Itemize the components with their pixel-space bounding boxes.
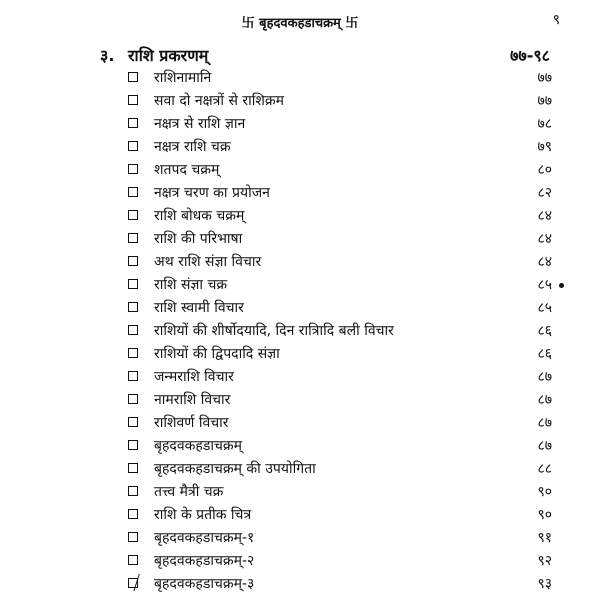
toc-entry	[128, 181, 556, 204]
toc-entry-page: ९०	[537, 484, 552, 500]
toc-entry	[128, 89, 556, 112]
checkbox-icon	[128, 440, 138, 450]
toc-entry-label: बृहदवकहडाचक्रम् की उपयोगिता	[154, 461, 316, 477]
toc-entry-label: तत्त्व मैत्री चक्र	[154, 484, 224, 500]
toc-entry	[128, 526, 556, 549]
checkbox-icon	[128, 210, 138, 220]
toc-entry-page: ७७	[537, 93, 552, 109]
toc-entry-label: नक्षत्र राशि चक्र	[154, 139, 231, 155]
toc-entry-label: राशि की परिभाषा	[154, 231, 243, 247]
checkbox-icon	[128, 417, 138, 427]
toc-entry-label: बृहदवकहडाचक्रम्-२	[154, 553, 255, 569]
toc-entry	[128, 296, 556, 319]
checkbox-icon	[128, 532, 138, 542]
section-heading	[100, 42, 550, 68]
toc-entry	[128, 319, 556, 342]
toc-entry	[128, 365, 556, 388]
toc-entry-label: अथ राशि संज्ञा विचार	[154, 254, 262, 270]
section-title: राशि प्रकरणम्	[128, 46, 209, 65]
checkbox-icon	[128, 118, 138, 128]
toc-entry	[128, 204, 556, 227]
toc-entry-label: राशियों की शीर्षोदयादि, दिन रात्रिादि बली विचार	[154, 323, 394, 339]
checkbox-icon	[128, 325, 138, 335]
toc-entry-page: ८४	[537, 254, 552, 270]
running-title: 卐 बृहदवकहडाचक्रम् 卐	[241, 16, 359, 31]
section-page-range: ७७-९८	[510, 46, 550, 65]
toc-entry-page: ८६	[537, 346, 552, 362]
toc-entry-page: ७८	[537, 116, 552, 132]
checkbox-icon	[128, 486, 138, 496]
toc-entry	[128, 273, 556, 296]
toc-entry	[128, 227, 556, 250]
toc-entry-label: शतपद चक्रम्	[154, 162, 220, 178]
toc-entry-label: बृहदवकहडाचक्रम्-१	[154, 530, 255, 546]
checkbox-icon	[128, 463, 138, 473]
toc-entry-label: राशिवर्ण विचार	[154, 415, 229, 431]
checkbox-icon	[128, 256, 138, 266]
toc-entry-page: ९०	[537, 507, 552, 523]
toc-entry-page: ८५	[537, 277, 552, 293]
toc-entry-page: ८२	[537, 185, 552, 201]
toc-entry-label: जन्मराशि विचार	[154, 369, 234, 385]
toc-entry-page: ८८	[537, 461, 552, 477]
toc-entry-page: ८५	[537, 300, 552, 316]
toc-entry-page: ८७	[537, 415, 552, 431]
toc-entry-label: राशि स्वामी विचार	[154, 300, 244, 316]
page-number: ९	[552, 12, 560, 28]
toc-entry	[128, 549, 556, 572]
toc-entry-page: ८७	[537, 369, 552, 385]
toc-entry-label: नामराशि विचार	[154, 392, 231, 408]
toc-entry	[128, 135, 556, 158]
toc-entry	[128, 572, 556, 595]
toc-entry	[128, 388, 556, 411]
checkbox-icon	[128, 509, 138, 519]
checkbox-icon	[128, 279, 138, 289]
toc-entry-page: ८७	[537, 392, 552, 408]
toc-entry-label: सवा दो नक्षत्रों से राशिक्रम	[154, 93, 284, 109]
toc-entry-label: नक्षत्र चरण का प्रयोजन	[154, 185, 270, 201]
toc-entry-page: ७७	[537, 70, 552, 86]
toc-entry-label: राशि संज्ञा चक्र	[154, 277, 228, 293]
table-of-contents	[128, 66, 556, 595]
page-header	[0, 8, 600, 36]
toc-entry-page: ९२	[537, 553, 552, 569]
checkbox-icon	[128, 187, 138, 197]
toc-entry-label: बृहदवकहडाचक्रम्-३	[154, 576, 255, 592]
toc-entry-page: ८४	[537, 231, 552, 247]
toc-entry	[128, 457, 556, 480]
toc-entry-label: राशि बोधक चक्रम्	[154, 208, 245, 224]
toc-entry-label: राशिनामानि	[154, 70, 212, 86]
checkbox-icon	[128, 233, 138, 243]
checkbox-icon	[128, 555, 138, 565]
toc-entry	[128, 434, 556, 457]
toc-entry	[128, 112, 556, 135]
toc-entry	[128, 342, 556, 365]
checkbox-icon	[128, 141, 138, 151]
toc-entry-page: ८७	[537, 438, 552, 454]
toc-entry-page: ८०	[537, 162, 552, 178]
toc-entry-label: बृहदवकहडाचक्रम्	[154, 438, 242, 454]
pen-tick-icon	[133, 574, 142, 592]
toc-entry-page: ९३	[537, 576, 552, 592]
checkbox-icon	[128, 348, 138, 358]
toc-entry	[128, 250, 556, 273]
checkbox-icon	[128, 302, 138, 312]
toc-entry	[128, 158, 556, 181]
toc-entry	[128, 503, 556, 526]
toc-entry-page: ८६	[537, 323, 552, 339]
checkbox-icon	[128, 394, 138, 404]
toc-entry-page: ९१	[537, 530, 552, 546]
toc-entry	[128, 66, 556, 89]
toc-entry-label: नक्षत्र से राशि ज्ञान	[154, 116, 246, 132]
toc-entry-page: ७९	[537, 139, 552, 155]
checkbox-icon	[128, 95, 138, 105]
ink-dot	[559, 283, 564, 288]
toc-entry	[128, 411, 556, 434]
section-number: ३.	[100, 46, 115, 65]
checkbox-icon	[128, 164, 138, 174]
toc-entry	[128, 480, 556, 503]
checkbox-icon	[128, 371, 138, 381]
toc-entry-label: राशि के प्रतीक चित्र	[154, 507, 252, 523]
toc-entry-page: ८४	[537, 208, 552, 224]
toc-entry-label: राशियों की द्विपदादि संज्ञा	[154, 346, 280, 362]
checkbox-icon	[128, 72, 138, 82]
